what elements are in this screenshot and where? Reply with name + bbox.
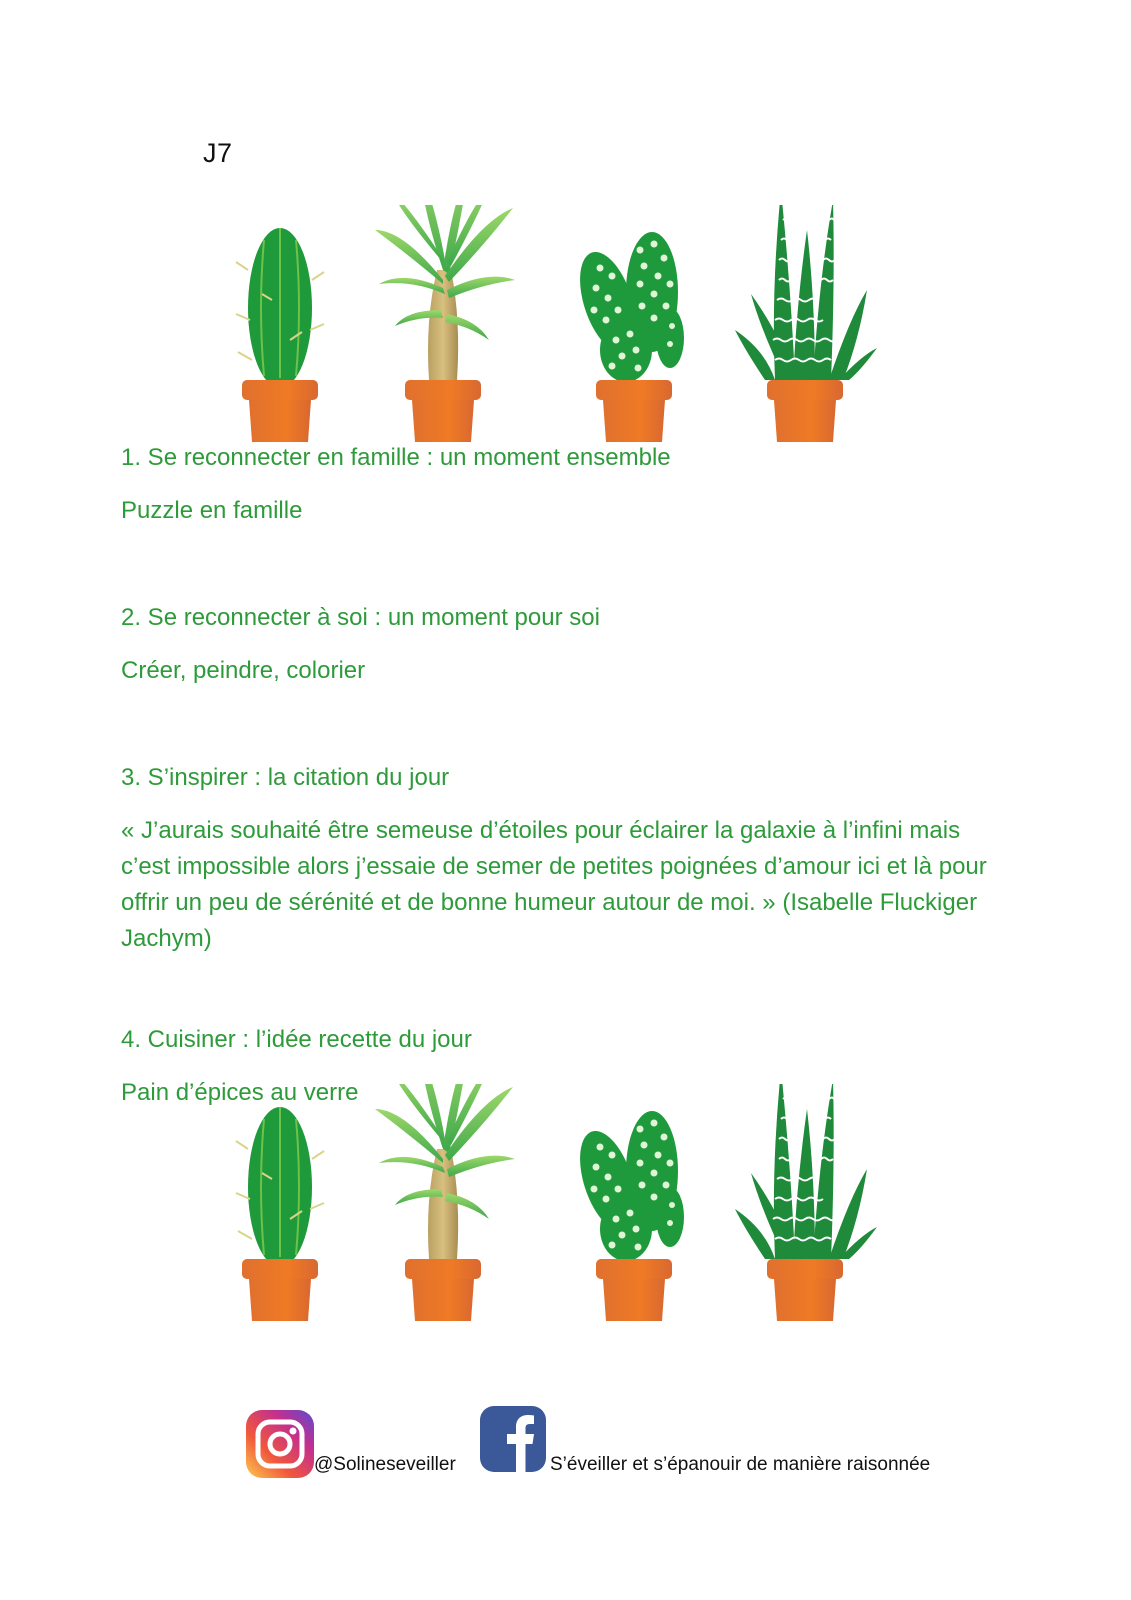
section-4-title: 4. Cuisiner : l’idée recette du jour: [121, 1026, 472, 1053]
instagram-icon[interactable]: [246, 1410, 314, 1478]
section-2-title: 2. Se reconnecter à soi : un moment pour soi: [121, 604, 600, 631]
bunny-ear-cactus-illustration: [569, 1111, 684, 1321]
section-2-content: Créer, peindre, colorier: [121, 657, 366, 684]
section-1-content: Puzzle en famille: [121, 497, 303, 524]
section-4-content: Pain d’épices au verre: [121, 1079, 359, 1106]
quote-text: « J’aurais souhaité être semeuse d’étoiles pour éclairer la galaxie à l’infini mais c’est impossible alors j’essaie de semer de petites poignées d’amour ici et là pour offrir un peu de sérénité et de bonne humeur autour de moi. » (Isabelle Fluckiger Jachym): [121, 817, 987, 952]
section-1-title: 1. Se reconnecter en famille : un moment ensemble: [121, 444, 671, 471]
plants-illustration-bottom: [220, 1084, 920, 1324]
cactus-illustration: [236, 228, 324, 442]
aloe-illustration: [375, 205, 515, 442]
cactus-illustration: [236, 1107, 324, 1321]
zebra-plant-illustration: [735, 205, 877, 442]
instagram-handle[interactable]: @Solineseveiller: [314, 1454, 456, 1475]
aloe-illustration: [375, 1084, 515, 1321]
section-3-title: 3. S’inspirer : la citation du jour: [121, 764, 450, 791]
facebook-page-name[interactable]: S’éveiller et s’épanouir de manière raisonnée: [550, 1454, 931, 1475]
day-label: J7: [203, 138, 233, 168]
zebra-plant-illustration: [735, 1084, 877, 1321]
facebook-icon[interactable]: [480, 1406, 546, 1472]
plants-illustration-top: [220, 205, 920, 445]
footer-social: [0, 1400, 1131, 1490]
bunny-ear-cactus-illustration: [569, 232, 684, 442]
